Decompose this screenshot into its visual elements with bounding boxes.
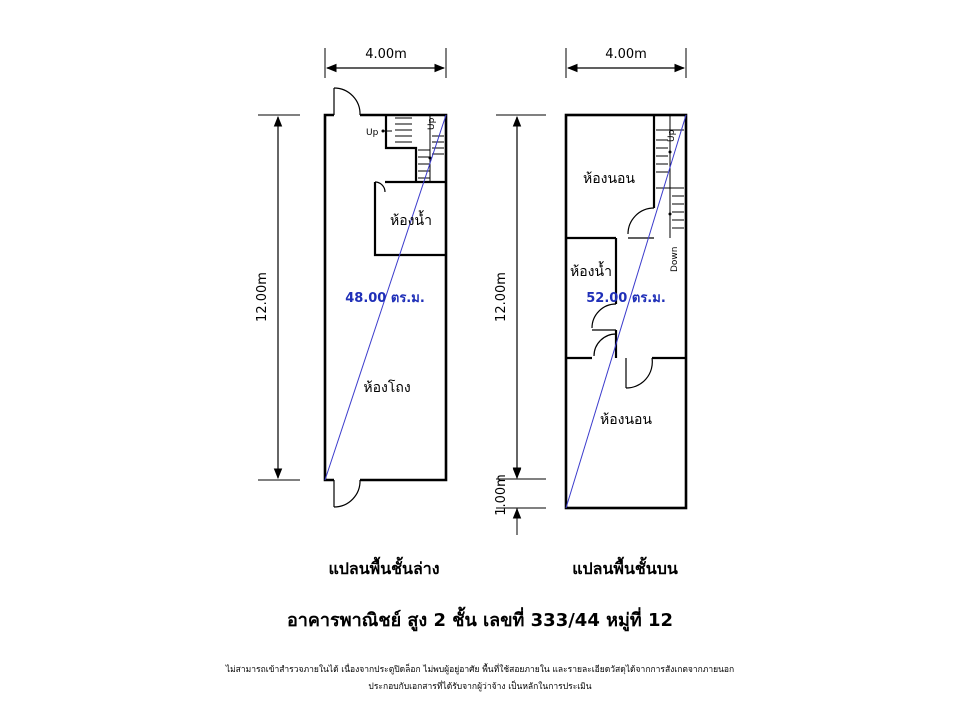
upper-width-dimension [566, 47, 686, 78]
lower-stair-up-label: Up [366, 128, 379, 138]
upper-balcony-label: 1.00m [494, 474, 509, 516]
upper-back-bedroom-walls [566, 334, 686, 388]
upper-bathroom-label: ห้องน้ำ [570, 264, 612, 280]
lower-front-door-icon [334, 88, 360, 115]
lower-rear-door-icon [334, 480, 360, 507]
survey-note-line-2: ประกอบกับเอกสารที่ได้รับจากผู้ว่าจ้าง เป็นหลักในการประเมิน [368, 682, 592, 692]
upper-stair-up-label: Up [667, 129, 677, 142]
lower-bathroom-label: ห้องน้ำ [390, 213, 432, 229]
upper-stair-down-label: Down [670, 246, 680, 272]
lower-area-label: 48.00 ตร.ม. [345, 291, 425, 306]
lower-width-label: 4.00m [365, 47, 407, 62]
upper-back-bedroom-label: ห้องนอน [599, 412, 653, 428]
lower-stair-up-label-2: Up [427, 117, 437, 130]
upper-area-label: 52.00 ตร.ม. [586, 291, 666, 306]
upper-floor-plan [494, 47, 686, 535]
lower-hall-label: ห้องโถง [363, 380, 411, 396]
upper-plan-caption: แปลนพื้นชั้นบน [572, 559, 678, 578]
lower-plan-caption: แปลนพื้นชั้นล่าง [328, 559, 440, 578]
lower-depth-label: 12.00m [255, 272, 270, 322]
lower-depth-dimension [255, 115, 300, 480]
lower-floor-plan [255, 47, 446, 507]
upper-depth-label: 12.00m [494, 272, 509, 322]
survey-note-line-1: ไม่สามารถเข้าสำรวจภายในได้ เนื่องจากประตูปิดล็อก ไม่พบผู้อยู่อาศัย พื้นที่ใช้สอยภายใน และรายละเอียดวัสดุได้จากการสังเกตจากภายนอก [225, 665, 735, 675]
upper-width-label: 4.00m [605, 47, 647, 62]
upper-front-bedroom-label: ห้องนอน [582, 171, 636, 187]
building-title: อาคารพาณิชย์ สูง 2 ชั้น เลขที่ 333/44 หมู่ที่ 12 [286, 610, 674, 631]
lower-width-dimension [325, 47, 446, 78]
upper-depth-dimension [494, 115, 546, 535]
